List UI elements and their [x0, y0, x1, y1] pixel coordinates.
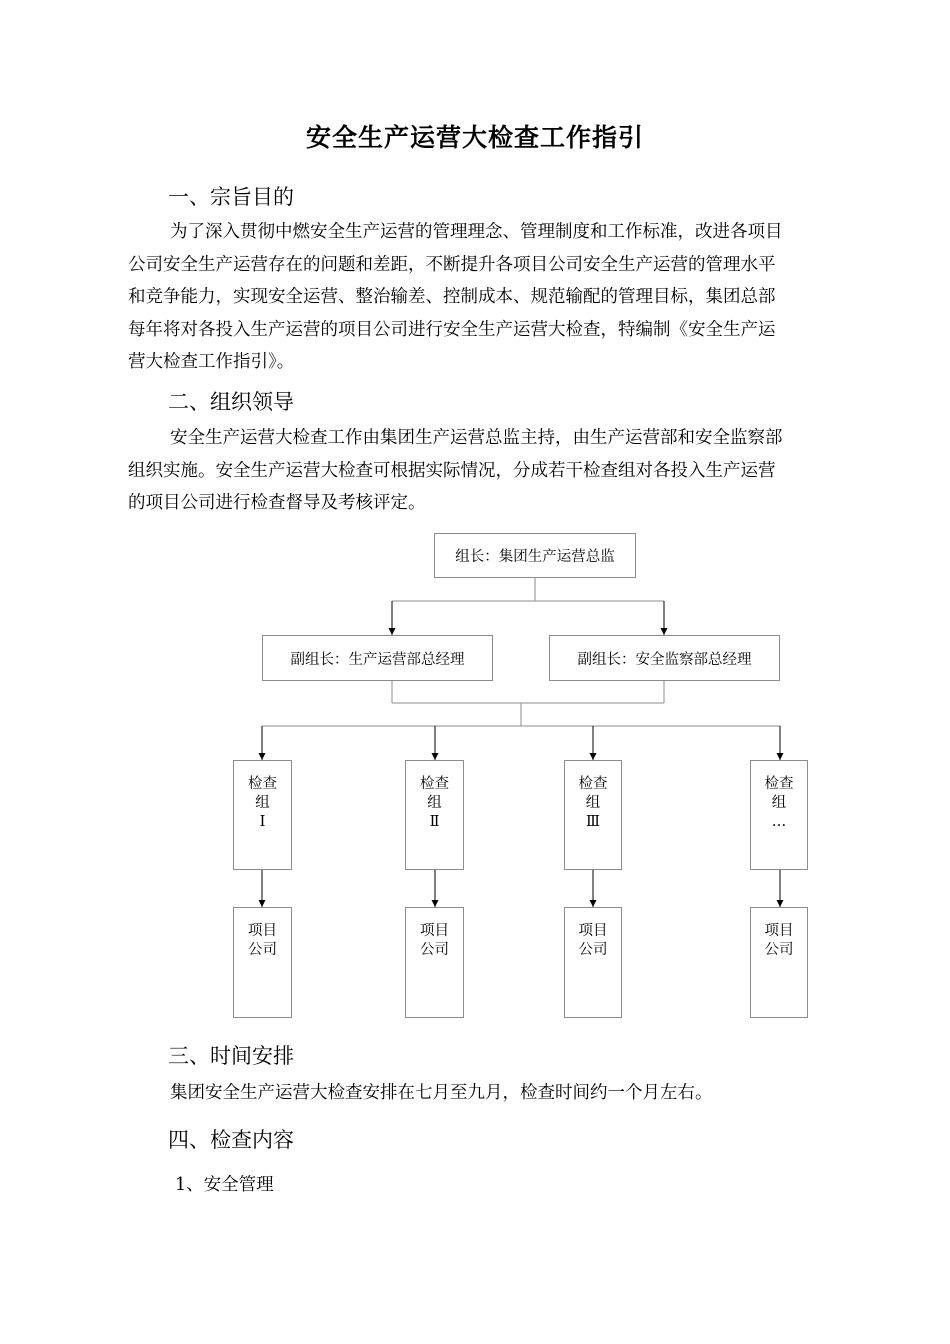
text-line: 的项目公司进行检查督导及考核评定。 [128, 493, 426, 513]
section-heading-content: 四、检查内容 [168, 1128, 294, 1152]
org-box-deputy-label: 副组长：生产运营部总经理 [290, 651, 465, 668]
box-line: 项目 [420, 923, 449, 939]
org-box-inspection-group [564, 760, 622, 870]
box-line: Ⅰ [259, 814, 266, 830]
box-line: 检查 [578, 776, 608, 792]
org-box-project-company [750, 907, 808, 1018]
box-line: Ⅱ [429, 814, 440, 830]
org-box-deputy-safety [549, 635, 780, 681]
box-line: 公司 [420, 942, 449, 958]
box-line: 组 [771, 795, 787, 811]
org-box-inspection-group [750, 760, 808, 870]
document-title: 安全生产运营大检查工作指引 [305, 123, 644, 152]
text-line: 和竞争能力，实现安全运营、整治输差、控制成本、规范输配的管理目标，集团总部 [128, 287, 776, 307]
box-line: 组 [585, 795, 601, 811]
org-box-leader [434, 533, 636, 578]
org-box-project-company [233, 907, 292, 1018]
box-line: 公司 [248, 942, 277, 958]
org-box-project-company [564, 907, 622, 1018]
box-line: 项目 [248, 923, 277, 939]
org-box-deputy-label: 副组长：安全监察部总经理 [577, 651, 752, 668]
box-line: … [771, 814, 787, 830]
org-box-inspection-group [233, 760, 292, 870]
list-item-safety-management: 1、安全管理 [175, 1175, 274, 1195]
text-line: 为了深入贯彻中燃安全生产运营的管理理念、管理制度和工作标准，改进各项目 [170, 222, 783, 242]
text-line: 营大检查工作指引》。 [128, 352, 295, 372]
box-line: 组 [255, 795, 270, 811]
section-heading-schedule: 三、时间安排 [168, 1044, 294, 1068]
org-box-deputy-operations [262, 635, 493, 681]
box-line: 检查 [248, 776, 277, 792]
box-line: 检查 [764, 776, 794, 792]
text-line: 每年将对各投入生产运营的项目公司进行安全生产运营大检查，特编制《安全生产运 [128, 319, 776, 340]
box-line: 项目 [578, 923, 608, 939]
org-box-leader-label: 组长：集团生产运营总监 [455, 549, 615, 565]
box-line: 项目 [764, 923, 794, 939]
org-box-inspection-group [405, 760, 464, 870]
box-line: 公司 [578, 942, 608, 958]
box-line: 检查 [420, 776, 449, 792]
paragraph-schedule: 集团安全生产运营大检查安排在七月至九月，检查时间约一个月左右。 [170, 1083, 713, 1103]
text-line: 组织实施。安全生产运营大检查可根据实际情况，分成若干检查组对各投入生产运营 [128, 460, 776, 481]
org-box-project-company [405, 907, 464, 1018]
box-line: Ⅲ [586, 814, 600, 830]
box-line: 组 [427, 795, 442, 811]
section-heading-purpose: 一、宗旨目的 [168, 185, 294, 209]
text-line: 公司安全生产运营存在的问题和差距，不断提升各项目公司安全生产运营的管理水平 [128, 254, 776, 275]
box-line: 公司 [764, 942, 794, 958]
text-line: 安全生产运营大检查工作由集团生产运营总监主持，由生产运营部和安全监察部 [170, 428, 783, 448]
section-heading-organization: 二、组织领导 [168, 390, 294, 414]
